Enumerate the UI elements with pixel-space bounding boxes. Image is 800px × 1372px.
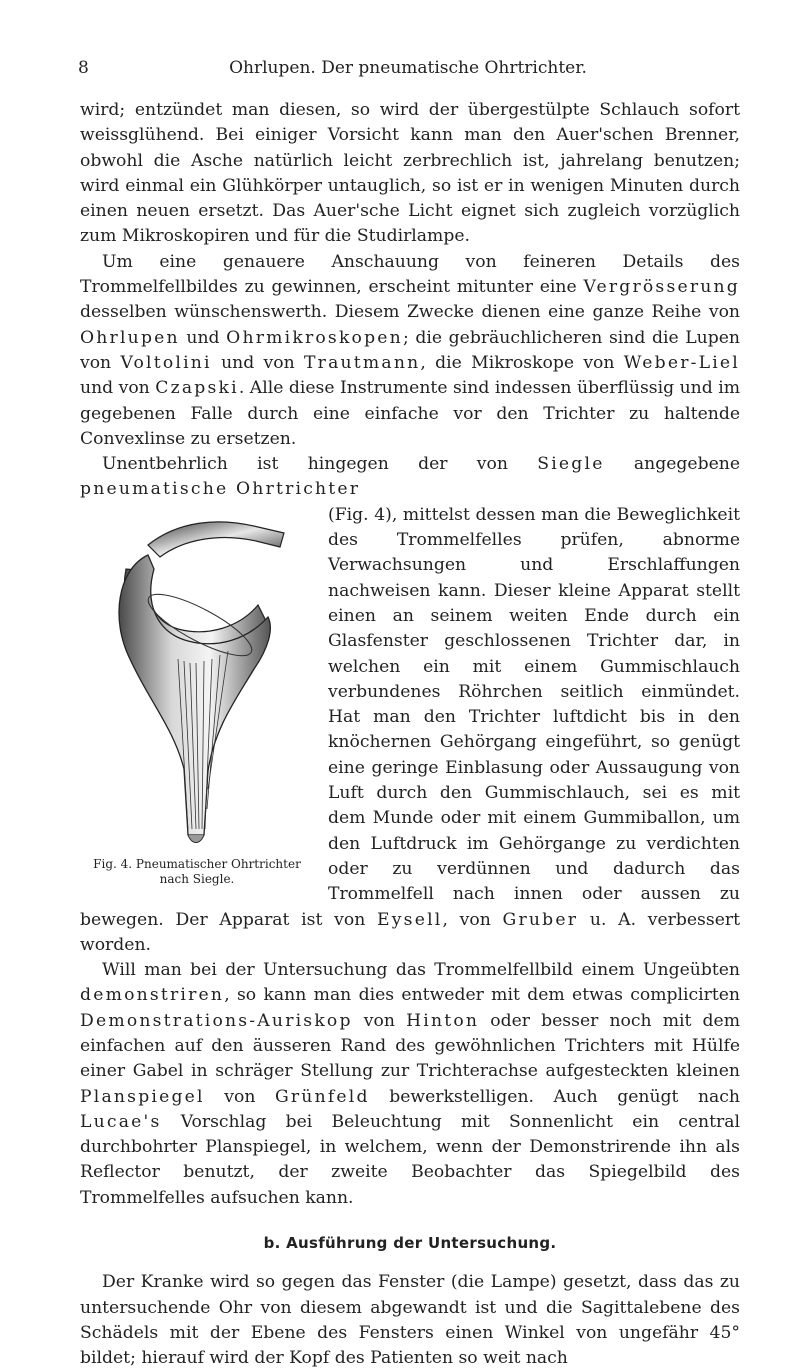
running-head — [78, 58, 738, 82]
text-run: oder besser noch mit dem einfachen auf den äusseren Rand des gewöhnlichen Trichters mit Hülfe einer Gabel in schräger Stellung zur Trichterachse aufgesteckten kleinen — [80, 1010, 740, 1082]
figure-caption — [80, 857, 314, 887]
body-text — [80, 98, 740, 1372]
text-run: . Alle diese Instrumente sind indessen überflüssig und im gegebenen Falle durch eine einfache vor den Trichter zu haltende Convexlinse zu ersetzen. — [80, 378, 740, 449]
spaced-name: Gruber — [502, 909, 579, 930]
text-run: Unentbehrlich ist hingegen der von — [102, 454, 538, 475]
spaced-name: Siegle — [537, 454, 605, 475]
paragraph-3-intro — [80, 452, 740, 503]
figure-4 — [80, 505, 314, 901]
page-number: 8 — [78, 58, 89, 78]
spaced-name: Weber-Liel — [623, 352, 740, 373]
spaced-term: Ohrlupen — [80, 327, 180, 348]
text-run: von — [352, 1010, 407, 1031]
text-run: und — [179, 327, 227, 348]
figure-caption-line-1: Fig. 4. Pneumatischer Ohrtrichter — [93, 856, 301, 871]
spaced-name: Eysell — [377, 909, 443, 930]
spaced-term: demonstriren — [80, 985, 225, 1006]
spaced-name: Czapski — [155, 378, 239, 399]
text-run: bewerkstelligen. Auch genügt nach — [369, 1086, 740, 1107]
spaced-term: Planspiegel — [80, 1086, 205, 1107]
text-run: desselben wünschenswerth. Diesem Zwecke dienen eine ganze Reihe von — [80, 302, 740, 323]
figure-caption-line-2: nach Siegle. — [159, 871, 235, 886]
text-run: und von — [80, 378, 156, 399]
paragraph-1: wird; entzündet man diesen, so wird der übergestülpte Schlauch sofort weissglühend. Bei einiger Vorsicht kann man den Auer'schen Brenner, obwohl die Asche natürlich leicht zerbrechlich ist, jahrelang benutzen; wird einmal ein Glühkörper untauglich, so ist er in wenigen Minuten durch einen neuen ersetzt. Das Auer'sche Licht eignet sich zugleich vorzüglich zum Mikroskopiren und für die Studirlampe. — [80, 100, 740, 247]
pneumatic-ear-funnel-illustration — [108, 509, 294, 855]
section-heading: b. Ausführung der Untersuchung. — [263, 1234, 557, 1253]
spaced-term: pneumatische Ohrtrichter — [80, 479, 361, 500]
paragraph-5: Der Kranke wird so gegen das Fenster (die Lampe) gesetzt, dass das zu untersuchende Ohr von diesem abgewandt ist und die Sagittalebene des Schädels mit der Ebene des Fensters einen Winkel von ungefähr 45° bildet; hierauf wird der Kopf des Patienten so weit nach — [80, 1272, 740, 1369]
text-run: , von — [442, 909, 503, 930]
paragraph-4 — [80, 958, 740, 1211]
spaced-term: Ohrmikroskopen — [226, 327, 403, 348]
text-run: u. A. verbessert worden. — [80, 909, 740, 955]
header-title: Ohrlupen. Der pneumatische Ohrtrichter. — [229, 58, 587, 78]
text-run: Um eine genauere Anschauung von feineren Details des Trommelfellbildes zu gewinnen, erscheint mitunter eine — [80, 251, 740, 298]
spaced-name: Grünfeld — [274, 1086, 370, 1107]
text-run: (Fig. 4), mittelst dessen man die Beweglichkeit des Trommelfelles prüfen, abnorme Verwachsungen und Erschlaffungen nachweisen kann. Dieser kleine Apparat stellt einen an seinem weiten Ende durch ein Glasfenster geschlossenen Trichter dar, in welchen ein mit einem Gummischlauch verbundenes Röhrchen seitlich einmündet. Hat man den Trichter luftdicht bis in den knöchernen Gehörgang eingeführt, so genügt eine geringe Einblasung oder Aussaugung von Luft durch den Gummischlauch, sei es mit dem Munde oder mit einem Gummiballon, um den Luftdruck im Gehörgange zu verdichten oder zu verdünnen und dadurch das Trommelfell nach innen oder aussen zu bewegen. Der Apparat ist von — [80, 504, 740, 930]
text-run: ; die gebräuchlicheren sind die Lupen von — [80, 327, 740, 373]
text-run: und von — [211, 352, 304, 373]
spaced-term: Demonstrations-Auriskop — [80, 1010, 353, 1031]
text-run: von — [204, 1086, 275, 1107]
spaced-name: Lucae's — [80, 1111, 162, 1132]
spaced-name: Trautmann — [304, 352, 421, 373]
paragraph-2 — [80, 250, 740, 452]
text-run: Will man bei der Untersuchung das Trommelfellbild einem Ungeübten — [102, 960, 740, 981]
spaced-name: Voltolini — [120, 352, 212, 373]
spaced-term: Vergrösserung — [583, 277, 740, 298]
text-run: , so kann man dies entweder mit dem etwas complicirten — [224, 985, 740, 1006]
spaced-name: Hinton — [406, 1010, 480, 1031]
text-run: Vorschlag bei Beleuchtung mit Sonnenlicht ein central durchbohrter Planspiegel, in welchem, wenn der Demonstrirende ihn als Reflector benutzt, der zweite Beobachter das Spiegelbild des Trommelfelles aufsuchen kann. — [80, 1111, 740, 1208]
text-run: angegebene — [604, 454, 740, 475]
text-run: , die Mikroskope von — [420, 352, 624, 373]
